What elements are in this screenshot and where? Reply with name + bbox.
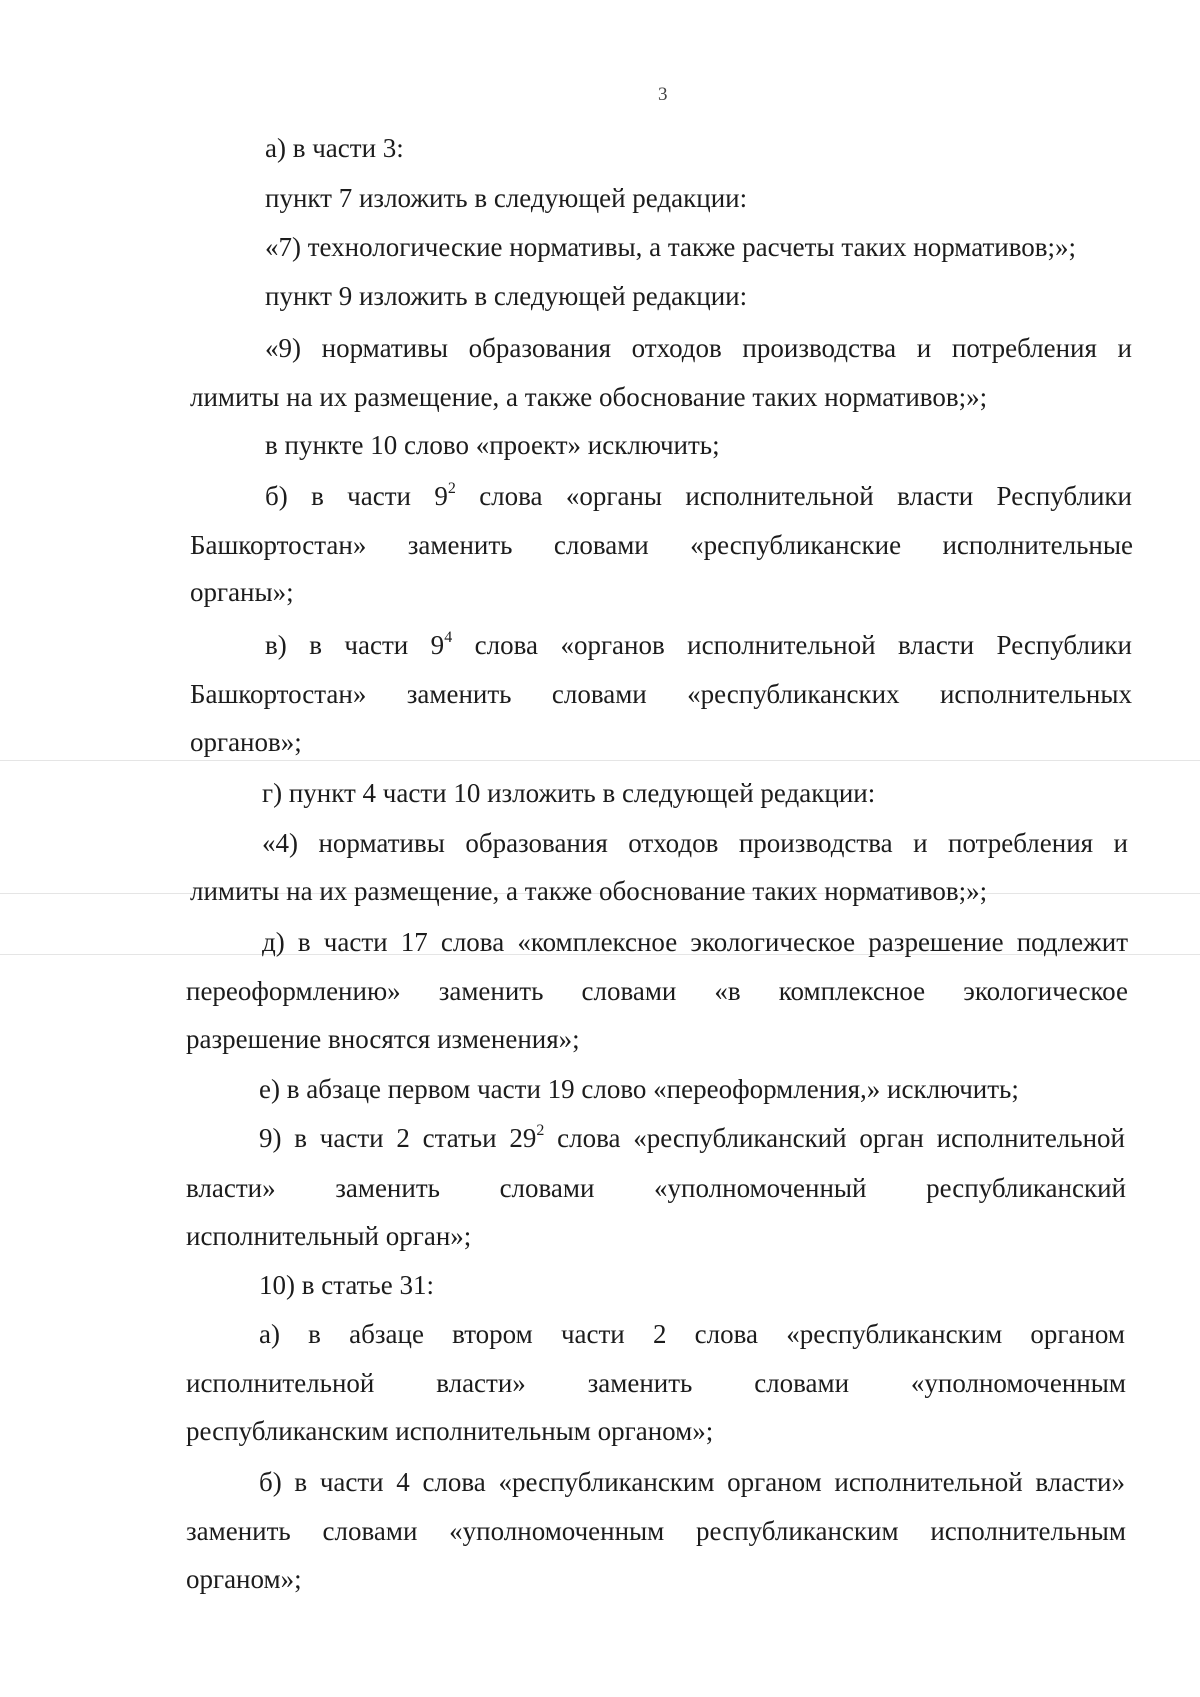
paragraph-line: д) в части 17 слова «комплексное экологическое разрешение подлежит — [262, 927, 1128, 957]
paragraph-line: «9) нормативы образования отходов производства и потребления и — [265, 333, 1132, 363]
text-span: 9) в части 2 статьи 29 — [259, 1123, 537, 1153]
paragraph-line: пункт 9 изложить в следующей редакции: — [265, 281, 748, 311]
paragraph-line: Башкортостан» заменить словами «республиканских исполнительных — [190, 679, 1132, 709]
paragraph-line — [259, 1121, 1125, 1155]
paragraph-line: е) в абзаце первом части 19 слово «переоформления,» исключить; — [259, 1074, 1019, 1104]
paragraph-line: органом»; — [186, 1564, 302, 1594]
paragraph-line — [265, 628, 1132, 662]
paragraph-line: республиканским исполнительным органом»; — [186, 1416, 714, 1446]
paragraph-line: б) в части 4 слова «республиканским органом исполнительной власти» — [259, 1467, 1125, 1497]
superscript: 2 — [447, 480, 456, 497]
page-number: 3 — [658, 84, 668, 105]
paragraph-line: исполнительной власти» заменить словами «уполномоченным — [186, 1368, 1126, 1398]
paragraph-line: лимиты на их размещение, а также обоснование таких нормативов;»; — [190, 876, 988, 906]
paragraph-line: переоформлению» заменить словами «в комплексное экологическое — [186, 976, 1128, 1006]
paragraph-line: пункт 7 изложить в следующей редакции: — [265, 183, 748, 213]
paragraph-line: а) в части 3: — [265, 133, 404, 163]
text-span: слова «органов исполнительной власти Республики — [452, 630, 1132, 660]
paragraph-line: органов»; — [190, 727, 302, 757]
paragraph-line: 10) в статье 31: — [259, 1270, 434, 1300]
paragraph-line: «4) нормативы образования отходов производства и потребления и — [262, 828, 1128, 858]
scan-artifact-line — [0, 760, 1200, 761]
paragraph-line: «7) технологические нормативы, а также расчеты таких нормативов;»; — [265, 232, 1077, 262]
paragraph-line: Башкортостан» заменить словами «республиканские исполнительные — [190, 530, 1133, 560]
superscript: 2 — [536, 1122, 545, 1139]
paragraph-line: власти» заменить словами «уполномоченный республиканский — [186, 1173, 1126, 1203]
superscript: 4 — [444, 629, 453, 646]
paragraph-line: разрешение вносятся изменения»; — [186, 1024, 580, 1054]
paragraph-line: заменить словами «уполномоченным республиканским исполнительным — [186, 1516, 1126, 1546]
paragraph-line — [265, 479, 1132, 513]
text-span: слова «республиканский орган исполнительной — [544, 1123, 1125, 1153]
paragraph-line: в пункте 10 слово «проект» исключить; — [265, 430, 720, 460]
text-span: в) в части 9 — [265, 630, 445, 660]
paragraph-line: органы»; — [190, 577, 294, 607]
paragraph-line: лимиты на их размещение, а также обоснование таких нормативов;»; — [190, 382, 988, 412]
text-span: б) в части 9 — [265, 481, 448, 511]
text-span: слова «органы исполнительной власти Республики — [455, 481, 1132, 511]
paragraph-line: г) пункт 4 части 10 изложить в следующей редакции: — [262, 778, 876, 808]
paragraph-line: а) в абзаце втором части 2 слова «республиканским органом — [259, 1319, 1125, 1349]
paragraph-line: исполнительный орган»; — [186, 1221, 472, 1251]
